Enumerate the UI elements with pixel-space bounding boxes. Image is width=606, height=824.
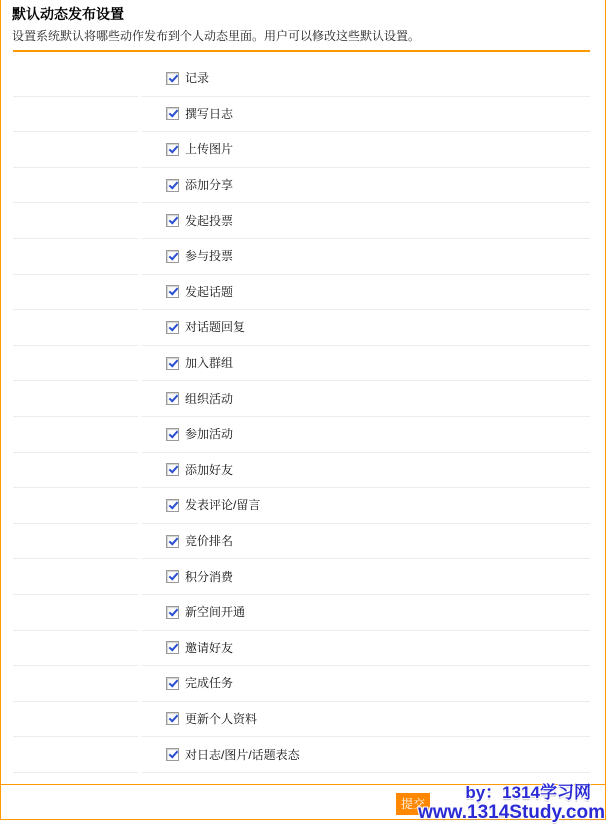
row-content-cell [141, 595, 590, 631]
page-subtitle: 设置系统默认将哪些动作发布到个人动态里面。用户可以修改这些默认设置。 [12, 29, 421, 43]
setting-row [13, 239, 590, 275]
setting-row [13, 488, 590, 524]
row-spacer-cell [13, 524, 138, 560]
setting-checkbox[interactable] [166, 570, 179, 583]
setting-row [13, 453, 590, 489]
row-content-cell [141, 524, 590, 560]
row-spacer-cell [13, 168, 138, 204]
setting-checkbox[interactable] [166, 72, 179, 85]
row-spacer-cell [13, 453, 138, 489]
row-content-cell [141, 346, 590, 382]
header-divider [13, 50, 590, 52]
setting-checkbox-label: 添加分享 [185, 178, 234, 193]
setting-checkbox-label: 积分消费 [185, 569, 234, 584]
setting-row [13, 310, 590, 346]
row-content-cell [141, 239, 590, 275]
setting-checkbox-label: 参与投票 [185, 249, 234, 264]
row-spacer-cell [13, 417, 138, 453]
row-spacer-cell [13, 203, 138, 239]
row-spacer-cell [13, 666, 138, 702]
setting-checkbox-label: 对话题回复 [185, 320, 246, 335]
row-spacer-cell [13, 132, 138, 168]
row-spacer-cell [13, 239, 138, 275]
row-spacer-cell [13, 702, 138, 738]
setting-checkbox[interactable] [166, 107, 179, 120]
setting-row [13, 168, 590, 204]
footer-bar [0, 784, 606, 819]
setting-checkbox[interactable] [166, 748, 179, 761]
setting-checkbox-label: 发起话题 [185, 284, 234, 299]
setting-row [13, 417, 590, 453]
row-content-cell [141, 168, 590, 204]
setting-checkbox[interactable] [166, 214, 179, 227]
setting-checkbox-label: 记录 [185, 71, 210, 86]
row-content-cell [141, 488, 590, 524]
row-content-cell [141, 631, 590, 667]
row-spacer-cell [13, 310, 138, 346]
row-content-cell [141, 666, 590, 702]
row-content-cell [141, 453, 590, 489]
setting-row [13, 631, 590, 667]
setting-row [13, 524, 590, 560]
setting-row [13, 132, 590, 168]
setting-checkbox-label: 撰写日志 [185, 106, 234, 121]
setting-checkbox[interactable] [166, 179, 179, 192]
page-header [1, 0, 605, 44]
row-spacer-cell [13, 61, 138, 97]
row-content-cell [141, 275, 590, 311]
setting-row [13, 666, 590, 702]
setting-checkbox[interactable] [166, 321, 179, 334]
setting-checkbox[interactable] [166, 535, 179, 548]
row-content-cell [141, 132, 590, 168]
setting-checkbox-label: 参加活动 [185, 427, 234, 442]
row-spacer-cell [13, 595, 138, 631]
setting-checkbox-label: 邀请好友 [185, 640, 234, 655]
setting-row [13, 381, 590, 417]
setting-checkbox[interactable] [166, 463, 179, 476]
row-spacer-cell [13, 737, 138, 773]
setting-checkbox-label: 竞价排名 [185, 534, 234, 549]
row-content-cell [141, 97, 590, 133]
row-content-cell [141, 381, 590, 417]
row-spacer-cell [13, 631, 138, 667]
setting-checkbox[interactable] [166, 677, 179, 690]
setting-row [13, 97, 590, 133]
row-spacer-cell [13, 97, 138, 133]
row-spacer-cell [13, 275, 138, 311]
submit-button[interactable]: 提交 [396, 793, 430, 815]
row-spacer-cell [13, 488, 138, 524]
setting-checkbox[interactable] [166, 357, 179, 370]
setting-row [13, 737, 590, 773]
setting-checkbox-label: 上传图片 [185, 142, 234, 157]
setting-row [13, 346, 590, 382]
setting-checkbox[interactable] [166, 641, 179, 654]
setting-checkbox-label: 添加好友 [185, 462, 234, 477]
row-spacer-cell [13, 559, 138, 595]
row-content-cell [141, 310, 590, 346]
setting-checkbox-label: 组织活动 [185, 391, 234, 406]
setting-row [13, 595, 590, 631]
row-content-cell [141, 417, 590, 453]
setting-checkbox[interactable] [166, 285, 179, 298]
row-content-cell [141, 203, 590, 239]
setting-checkbox-label: 完成任务 [185, 676, 234, 691]
row-spacer-cell [13, 346, 138, 382]
setting-row [13, 203, 590, 239]
setting-checkbox[interactable] [166, 606, 179, 619]
setting-checkbox-label: 发起投票 [185, 213, 234, 228]
row-content-cell [141, 702, 590, 738]
setting-checkbox[interactable] [166, 499, 179, 512]
setting-row [13, 275, 590, 311]
setting-checkbox-label: 对日志/图片/话题表态 [185, 747, 300, 762]
page-title: 默认动态发布设置 [12, 6, 124, 22]
setting-checkbox-label: 加入群组 [185, 356, 234, 371]
setting-checkbox-label: 发表评论/留言 [185, 498, 261, 513]
settings-list [13, 61, 590, 773]
setting-row [13, 559, 590, 595]
watermark-site-url: www.1314Study.com [418, 802, 605, 823]
row-spacer-cell [13, 381, 138, 417]
setting-checkbox[interactable] [166, 250, 179, 263]
setting-row [13, 702, 590, 738]
setting-checkbox-label: 更新个人资料 [185, 711, 258, 726]
watermark-site-name: by：1314学习网 [465, 783, 591, 802]
setting-checkbox[interactable] [166, 428, 179, 441]
setting-checkbox-label: 新空间开通 [185, 605, 246, 620]
row-content-cell [141, 559, 590, 595]
row-content-cell [141, 61, 590, 97]
setting-row [13, 61, 590, 97]
row-content-cell [141, 737, 590, 773]
setting-checkbox[interactable] [166, 392, 179, 405]
setting-checkbox[interactable] [166, 143, 179, 156]
setting-checkbox[interactable] [166, 712, 179, 725]
